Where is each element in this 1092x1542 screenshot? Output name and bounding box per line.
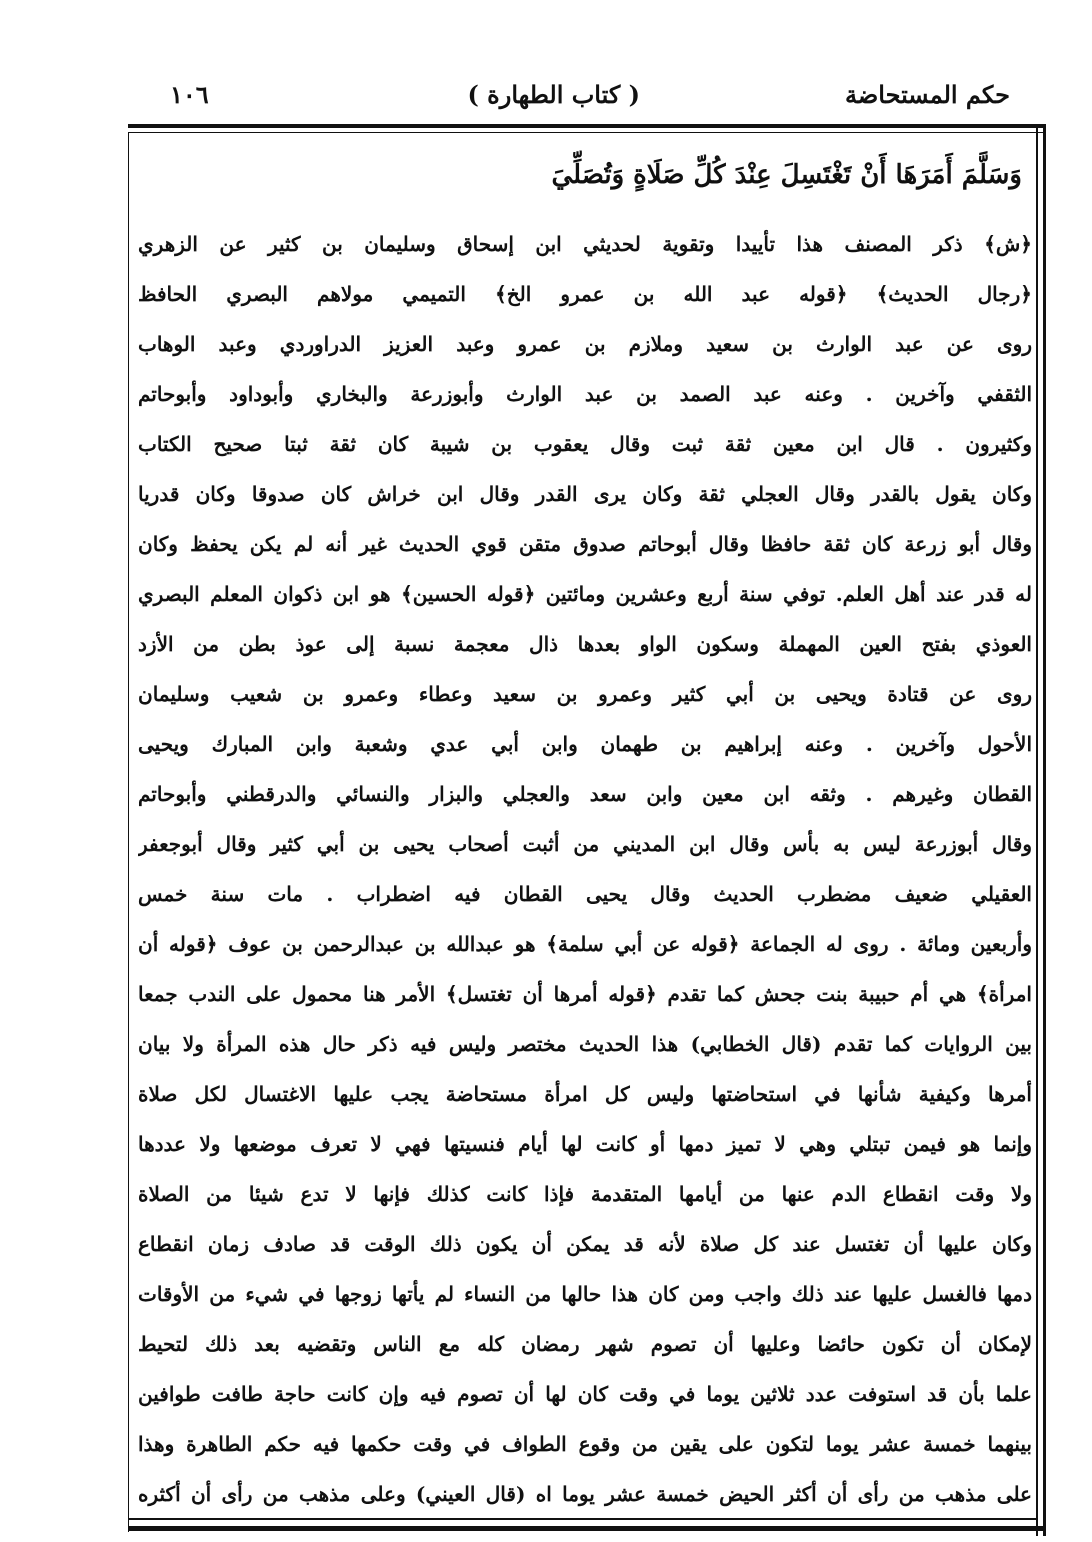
text-line: بينهما خمسة عشر يوما لتكون على يقين من وقوع الطواف في وقت حكمها فيه حكم الطاهرة وهذا <box>138 1432 1032 1456</box>
text-line: وقال أبو زرعة كان ثقة حافظا وقال أبوحاتم صدوق متقن قوي الحديث غير أنه لم يكن يحفظ وكان <box>138 532 1032 556</box>
text-line: العقيلي ضعيف مضطرب الحديث وقال يحيى القطان فيه اضطراب . مات سنة خمس <box>138 882 1032 906</box>
text-line: وكان عليها أن تغتسل عند كل صلاة لأنه قد يمكن أن يكون ذلك الوقت قد صادف زمان انقطاع <box>138 1232 1032 1256</box>
frame-right-inner <box>1036 128 1038 1536</box>
text-line: على مذهب من رأى أن أكثر الحيض خمسة عشر يوما اه (قال العيني) وعلى مذهب من رأى أن أكثره <box>138 1482 1032 1506</box>
text-line: ﴿رجال الحديث﴾ ﴿قوله عبد الله بن عمرو الخ﴾ التميمي مولاهم البصري الحافظ <box>138 282 1032 306</box>
page-number: ١٠٦ <box>170 80 209 109</box>
top-rule <box>128 124 1046 128</box>
text-line: القطان وغيرهم . وثقه ابن معين وابن سعد والعجلي والبزار والنسائي والدرقطني وأبوحاتم <box>138 782 1032 806</box>
text-line: العوذي بفتح العين المهملة وسكون الواو بعدها ذال معجمة نسبة إلى عوذ بطن من الأزد <box>138 632 1032 656</box>
frame-left <box>128 132 129 1532</box>
text-line: الثقفي وآخرين . وعنه عبد الصمد بن عبد الوارث وأبوزرعة والبخاري وأبوداود وأبوحاتم <box>138 382 1032 406</box>
bottom-rule <box>128 1526 1046 1531</box>
text-line: له قدر عند أهل العلم. توفي سنة أربع وعشرين ومائتين ﴿قوله الحسين﴾ هو ابن ذكوان المعلم البصري <box>138 582 1032 606</box>
text-line: وقال أبوزرعة ليس به بأس وقال ابن المديني من أثبت أصحاب يحيى بن أبي كثير وقال أبوجعفر <box>138 832 1032 856</box>
text-line: وإنما هو فيمن تبتلي وهي لا تميز دمها أو كانت لها أيام فنسيتها فهي لا تعرف موضعها ولا عددها <box>138 1132 1032 1156</box>
header-chapter-title: حكم المستحاضة <box>845 80 1010 109</box>
frame-right-outer <box>1043 128 1046 1536</box>
running-header <box>140 80 1020 120</box>
text-line: وكثيرون . قال ابن معين ثقة ثبت وقال يعقوب بن شيبة كان ثقة ثبتا صحيح الكتاب <box>138 432 1032 456</box>
text-line: وأربعين ومائة . روى له الجماعة ﴿قوله عن أبي سلمة﴾ هو عبدالله بن عبدالرحمن بن عوف ﴿قوله أن <box>138 932 1032 956</box>
header-book-title: ( كتاب الطهارة ) <box>467 80 640 109</box>
text-line: روى عن عبد الوارث بن سعيد وملازم بن عمرو وعبد العزيز الدراوردي وعبد الوهاب <box>138 332 1032 356</box>
text-line: دمها فالغسل عليها عند ذلك واجب ومن كان هذا حالها من النساء لم يأتها زوجها في شيء من الأوقات <box>138 1282 1032 1306</box>
commentary-body <box>138 226 1032 1526</box>
top-rule-thin <box>128 132 1046 133</box>
text-line: وكان يقول بالقدر وقال العجلي ثقة وكان يرى القدر وقال ابن خراش كان صدوقا وكان قدريا <box>138 482 1032 506</box>
text-line: أمرها وكيفية شأنها في استحاضتها وليس كل امرأة مستحاضة يجب عليها الاغتسال لكل صلاة <box>138 1082 1032 1106</box>
text-line: الأحول وآخرين . وعنه إبراهيم بن طهمان وابن أبي عدي وشعبة وابن المبارك ويحيى <box>138 732 1032 756</box>
text-line: لإمكان أن تكون حائضا وعليها أن تصوم شهر رمضان كله مع الناس وتقضيه بعد ذلك لتحيط <box>138 1332 1032 1356</box>
text-line: علما بأن قد استوفت عدد ثلاثين يوما في وقت كان لها أن تصوم فيه وإن كانت حاجة طافت طوافين <box>138 1382 1032 1406</box>
hadith-text: وَسَلَّمَ أَمَرَهَا أَنْ تَغْتَسِلَ عِنْدَ كُلِّ صَلَاةٍ وَتُصَلِّيَ <box>551 160 1022 190</box>
text-line: روى عن قتادة ويحيى بن أبي كثير وعمرو بن سعيد وعطاء وعمرو بن شعيب وسليمان <box>138 682 1032 706</box>
text-line: ولا وقت انقطاع الدم عنها من أيامها المتقدمة فإذا كانت كذلك فإنها لا تدع شيئا من الصلاة <box>138 1182 1032 1206</box>
text-line: ﴿ش﴾ ذكر المصنف هذا تأييدا وتقوية لحديثي ابن إسحاق وسليمان بن كثير عن الزهري <box>138 232 1032 256</box>
text-line: امرأة﴾ هي أم حبيبة بنت جحش كما تقدم ﴿قوله أمرها أن تغتسل﴾ الأمر هنا محمول على الندب جمعا <box>138 982 1032 1006</box>
text-line: بين الروايات كما تقدم (قال الخطابي) هذا الحديث مختصر وليس فيه ذكر حال هذه المرأة ولا بيان <box>138 1032 1032 1056</box>
